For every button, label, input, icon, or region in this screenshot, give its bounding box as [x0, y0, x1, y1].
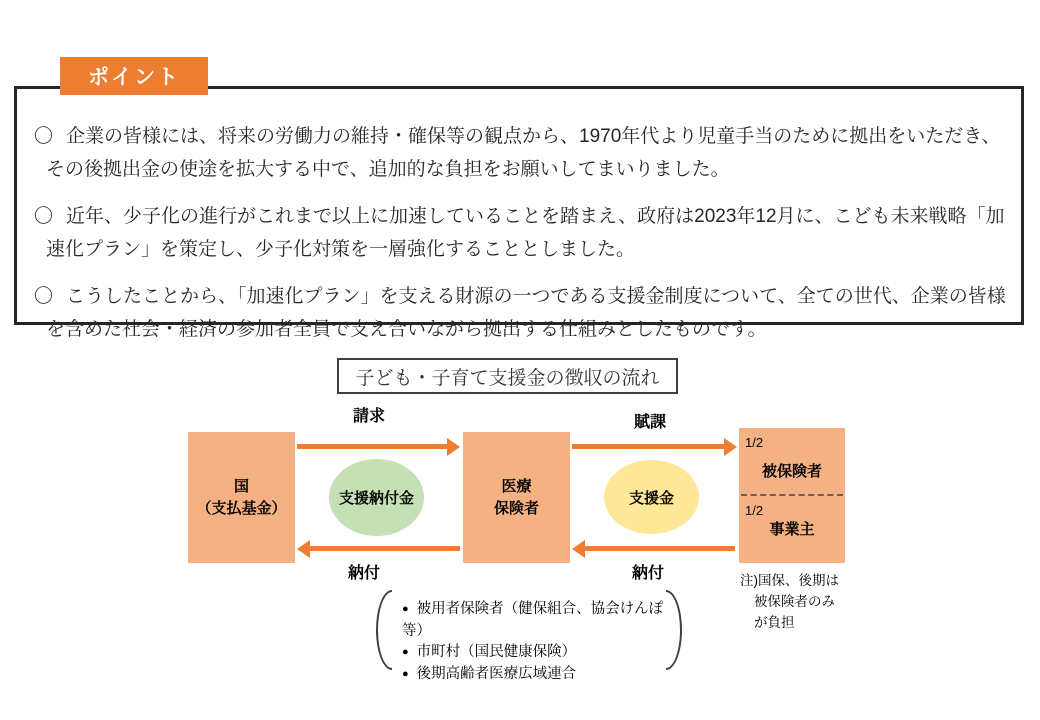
insurer-item-text: 後期高齢者医療広域連合 — [416, 665, 577, 682]
point-paragraph — [34, 120, 1012, 186]
insurer-item-text: 被用者保険者（健保組合、協会けんぽ等） — [402, 601, 664, 639]
diagram-title: 子ども・子育て支援金の徴収の流れ — [337, 358, 678, 394]
payment-arrow-right-label: 納付 — [632, 565, 665, 582]
circle-bullet-marker: 〇 — [34, 126, 54, 147]
insured-person-label: 被保険者 — [761, 463, 822, 480]
node-national-payment-fund — [188, 432, 295, 563]
point-paragraph — [34, 200, 1012, 266]
insurer-items — [402, 599, 682, 685]
footnote-line: 被保険者のみ — [754, 594, 835, 609]
points-badge: ポイント — [60, 57, 208, 95]
footnote-line: が負担 — [754, 615, 795, 630]
support-payment-ellipse: 支援納付金 — [329, 459, 424, 536]
dashed-divider — [741, 494, 843, 496]
support-fund-ellipse: 支援金 — [604, 460, 699, 534]
claim-arrow-icon — [297, 444, 447, 449]
levy-arrow-label: 賦課 — [634, 414, 667, 431]
fraction-top: 1/2 — [745, 435, 764, 450]
node-label-line: 保険者 — [493, 499, 539, 517]
dot-bullet-icon: ● — [402, 603, 409, 615]
dot-bullet-icon: ● — [402, 667, 409, 680]
point-paragraph — [34, 280, 1012, 346]
left-bracket — [376, 590, 392, 670]
node-label-line: 国 — [233, 477, 249, 495]
payment-arrow-left-label: 納付 — [348, 565, 381, 582]
node-label-line: 医療 — [501, 477, 532, 495]
dot-bullet-icon: ● — [402, 646, 409, 658]
levy-arrow-icon — [572, 444, 724, 449]
circle-bullet-marker: 〇 — [34, 206, 54, 227]
insurer-list-group — [376, 590, 682, 682]
node-label-line: （支払基金） — [196, 499, 287, 517]
insurer-item — [402, 599, 682, 642]
footnote-line: 注)国保、後期は — [740, 573, 839, 588]
point-text: こうしたことから、「加速化プラン」を支える財源の一つである支援金制度について、全ての世代、企業の皆様を含めた社会・経済の参加者全員で支え合いながら拠出する仕組みとしたものです。 — [46, 286, 1006, 340]
insurer-item — [402, 664, 682, 686]
fraction-bottom: 1/2 — [745, 503, 764, 518]
circle-bullet-marker: 〇 — [34, 286, 54, 307]
claim-arrow-label: 請求 — [353, 408, 386, 425]
points-list — [34, 120, 1012, 360]
payment-arrow-left-icon — [310, 546, 460, 551]
footnote — [740, 570, 839, 633]
node-contributors — [739, 428, 845, 563]
payment-arrow-right-icon — [585, 546, 735, 551]
node-medical-insurer — [463, 432, 570, 563]
insurer-item-text: 市町村（国民健康保険） — [416, 644, 577, 660]
employer-label: 事業主 — [769, 521, 815, 538]
point-text: 近年、少子化の進行がこれまで以上に加速していることを踏まえ、政府は2023年12月に、こども未来戦略「加速化プラン」を策定し、少子化対策を一層強化することとしました。 — [46, 206, 1005, 260]
insurer-item — [402, 642, 682, 664]
point-text: 企業の皆様には、将来の労働力の維持・確保等の観点から、1970年代より児童手当のために拠出をいただき、その後拠出金の使途を拡大する中で、追加的な負担をお願いしてまいりました。 — [46, 126, 1001, 180]
